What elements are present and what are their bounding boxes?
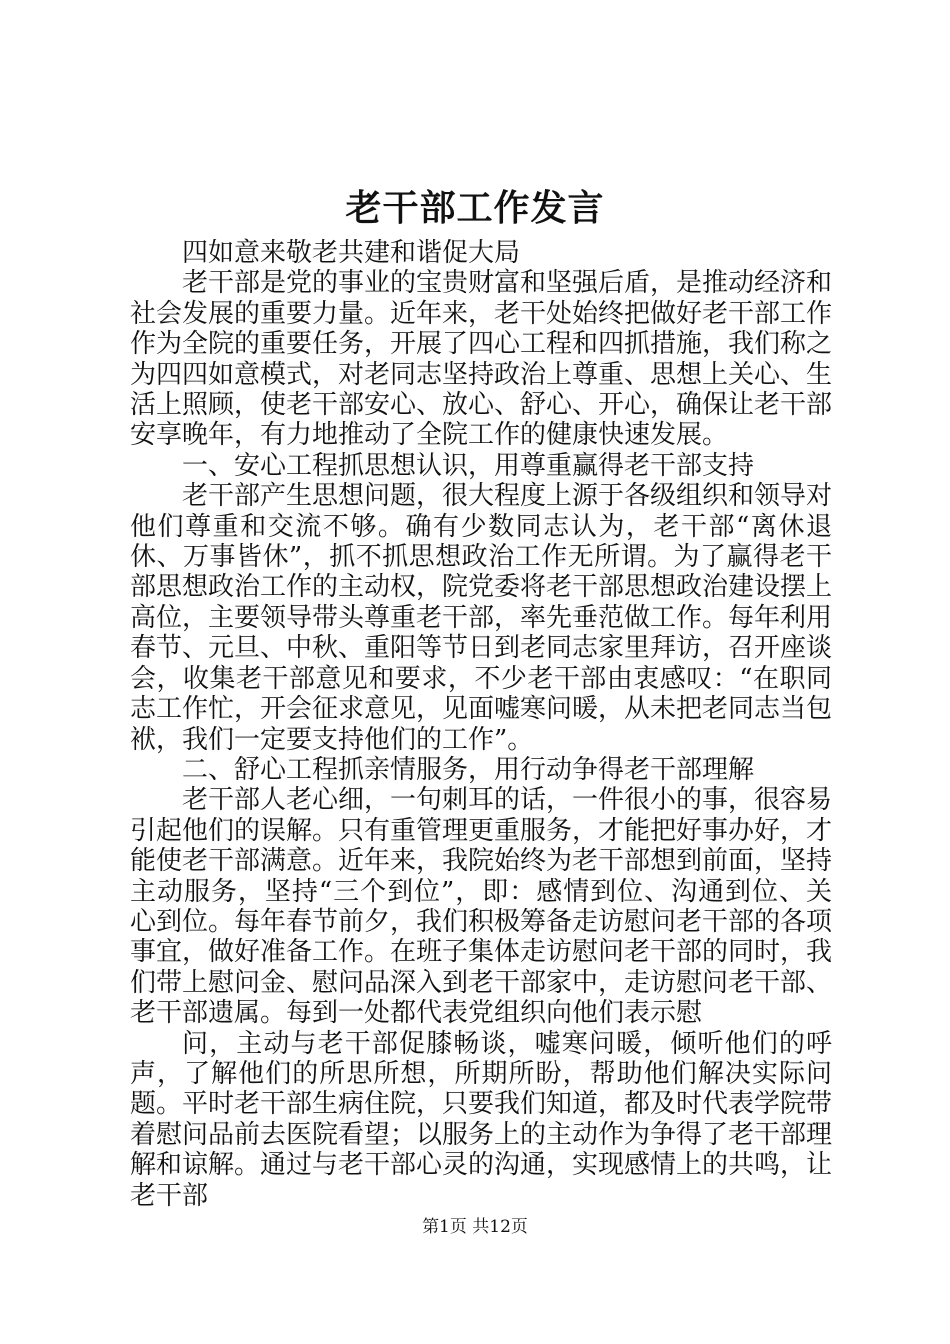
document-title: 老干部工作发言 xyxy=(345,187,605,229)
document-body xyxy=(130,238,832,1211)
paragraph-section-1: 老干部产生思想问题，很大程度上源于各级组织和领导对他们尊重和交流不够。确有少数同志认为，老干部“离休退休、万事皆休”，抓不抓思想政治工作无所谓。为了赢得老干部思想政治工作的主动权，院党委将老干部思想政治建设摆上高位，主要领导带头尊重老干部，率先垂范做工作。每年利用春节、元旦、中秋、重阳等节日到老同志家里拜访，召开座谈会，收集老干部意见和要求，不少老干部由衷感叹：“在职同志工作忙，开会征求意见，见面嘘寒问暖，从未把老同志当包袱，我们一定要支持他们的工作”。 xyxy=(130,481,833,755)
paragraph-section-2: 老干部人老心细，一句刺耳的话，一件很小的事，很容易引起他们的误解。只有重管理更重服务，才能把好事办好，才能使老干部满意。近年来，我院始终为老干部想到前面，坚持主动服务，坚持“三个到位”，即：感情到位、沟通到位、关心到位。每年春节前夕，我们积极筹备走访慰问老干部的各项事宜，做好准备工作。在班子集体走访慰问老干部的同时，我们带上慰问金、慰问品深入到老干部家中，走访慰问老干部、老干部遗属。每到一处都代表党组织向他们表示慰 xyxy=(130,785,833,1029)
paragraph-subtitle: 四如意来敬老共建和谐促大局 xyxy=(182,238,521,268)
section-heading-1: 一、安心工程抓思想认识，用尊重赢得老干部支持 xyxy=(182,450,755,481)
paragraph-intro: 老干部是党的事业的宝贵财富和坚强后盾，是推动经济和社会发展的重要力量。近年来，老干处始终把做好老干部工作作为全院的重要任务，开展了四心工程和四抓措施，我们称之为四四如意模式，对老同志坚持政治上尊重、思想上关心、生活上照顾，使老干部安心、放心、舒心、开心，确保让老干部安享晚年，有力地推动了全院工作的健康快速发展。 xyxy=(130,268,833,451)
paragraph-section-2-continued: 问，主动与老干部促膝畅谈，嘘寒问暖，倾听他们的呼声，了解他们的所思所想，所期所盼，帮助他们解决实际问题。平时老干部生病住院，只要我们知道，都及时代表学院带着慰问品前去医院看望；以服务上的主动作为争得了老干部理解和谅解。通过与老干部心灵的沟通，实现感情上的共鸣，让老干部 xyxy=(130,1028,833,1211)
page-footer: 第1页 共12页 xyxy=(422,1217,528,1237)
section-heading-2: 二、舒心工程抓亲情服务，用行动争得老干部理解 xyxy=(182,754,755,785)
